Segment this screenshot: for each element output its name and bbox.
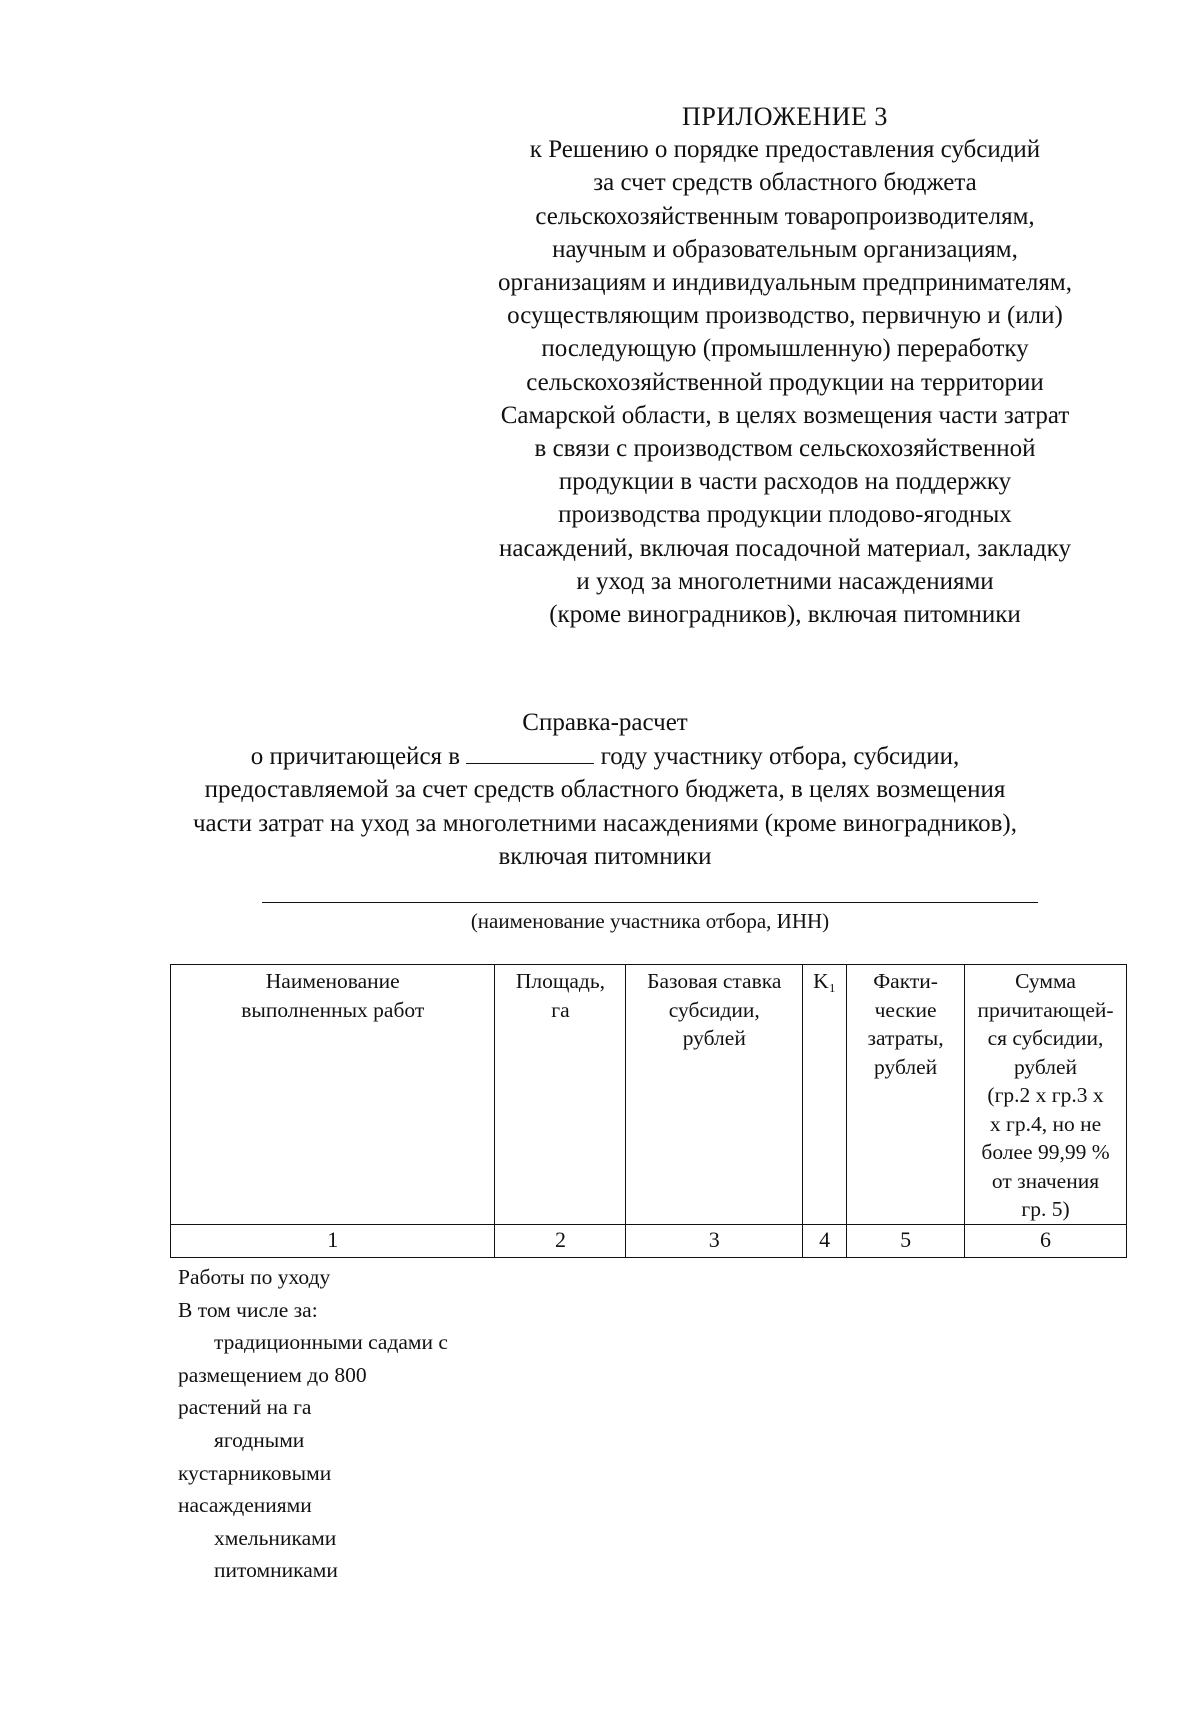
appendix-header — [455, 100, 1115, 631]
column-number: 4 — [803, 1224, 847, 1257]
heading-line: включая питомники — [498, 843, 712, 870]
works-item: насаждениями — [178, 1493, 312, 1518]
works-item: традиционными садами с — [214, 1330, 448, 1355]
header-text: субсидии, — [668, 997, 760, 1022]
appendix-line: осуществляющим производство, первичную и (или) — [507, 302, 1063, 330]
header-text: выполненных работ — [241, 997, 425, 1022]
appendix-line: насаждений, включая посадочной материал, закладку — [499, 534, 1071, 562]
works-item: ягодными — [214, 1427, 305, 1452]
header-cell-base-rate — [626, 965, 803, 1225]
header-text: Наименование — [265, 969, 400, 993]
header-text: Базовая ставка — [647, 969, 782, 993]
works-item: Работы по уходу — [178, 1265, 331, 1289]
appendix-line: за счет средств областного бюджета — [593, 169, 977, 197]
header-cell-k1 — [803, 965, 847, 1225]
header-cell-subsidy-sum — [965, 965, 1127, 1225]
header-text: гр. 5) — [1021, 1197, 1070, 1221]
works-item: хмельниками — [214, 1525, 337, 1550]
appendix-line: организациям и индивидуальным предпринимателям, — [498, 269, 1072, 297]
appendix-line: производства продукции плодово-ягодных — [558, 501, 1012, 529]
calculation-table — [170, 964, 1127, 1258]
header-text: ческие — [874, 997, 937, 1022]
header-cell-area — [495, 965, 626, 1225]
header-text: рублей — [874, 1054, 938, 1079]
document-heading — [140, 706, 1070, 874]
heading-line: части затрат на уход за многолетними насаждениями (кроме виноградников), — [192, 809, 1018, 837]
appendix-line: сельскохозяйственной продукции на территории — [526, 368, 1044, 396]
header-text: K₁ — [813, 969, 837, 993]
participant-name-field[interactable] — [262, 902, 1038, 903]
header-text: от значения — [991, 1168, 1100, 1193]
header-text: ся субсидии, — [987, 1026, 1104, 1050]
column-number: 3 — [626, 1224, 803, 1257]
header-text: рублей — [682, 1026, 746, 1050]
table-header-row — [171, 965, 1127, 1225]
appendix-line: Самарской области, в целях возмещения части затрат — [500, 401, 1070, 429]
appendix-line: (кроме виноградников), включая питомники — [549, 601, 1021, 629]
header-text: Площадь, — [515, 969, 606, 993]
appendix-line: последующую (промышленную) переработку — [541, 335, 1029, 363]
appendix-title: ПРИЛОЖЕНИЕ 3 — [682, 102, 888, 131]
heading-line: предоставляемой за счет средств областного бюджета, в целях возмещения — [204, 776, 1006, 803]
column-number-row — [171, 1224, 1127, 1257]
appendix-line: и уход за многолетними насаждениями — [576, 567, 994, 595]
works-list — [178, 1261, 448, 1587]
works-item: растений на га — [178, 1395, 312, 1420]
header-text: Факти- — [873, 969, 938, 993]
works-item: кустарниковыми — [178, 1460, 332, 1485]
header-text: Сумма — [1015, 969, 1076, 993]
works-item: В том числе за: — [178, 1297, 318, 1322]
appendix-line: в связи с производством сельскохозяйственной — [534, 435, 1036, 463]
participant-caption: (наименование участника отбора, ИНН) — [470, 909, 830, 933]
appendix-line: научным и образовательным организациям, — [552, 235, 1018, 263]
column-number: 6 — [965, 1224, 1127, 1257]
header-cell-actual-costs — [847, 965, 965, 1225]
heading-line-year-before: о причитающейся в — [250, 742, 461, 770]
header-cell-work-name — [171, 965, 495, 1225]
year-blank-field[interactable] — [466, 741, 594, 764]
works-item: размещением до 800 — [178, 1362, 367, 1387]
header-text: рублей — [1013, 1054, 1078, 1079]
header-text: причитающей- — [977, 997, 1114, 1022]
header-text: затраты, — [867, 1026, 944, 1050]
appendix-line: к Решению о порядке предоставления субсидий — [529, 136, 1041, 164]
header-text: х гр.4, но не — [989, 1111, 1102, 1136]
appendix-line: продукции в части расходов на поддержку — [558, 468, 1012, 496]
appendix-line: сельскохозяйственным товаропроизводителям, — [535, 202, 1035, 230]
column-number: 2 — [495, 1224, 626, 1257]
header-text: га — [551, 997, 570, 1022]
heading-line-year — [140, 740, 1070, 774]
column-number: 5 — [847, 1224, 965, 1257]
column-number: 1 — [171, 1224, 495, 1257]
document-title: Справка-расчет — [522, 709, 688, 736]
header-text: (гр.2 х гр.3 х — [987, 1083, 1104, 1107]
works-item: питомниками — [214, 1558, 338, 1583]
heading-line-year-after: году участнику отбора, субсидии, — [600, 742, 960, 770]
header-text: более 99,99 % — [981, 1140, 1110, 1164]
